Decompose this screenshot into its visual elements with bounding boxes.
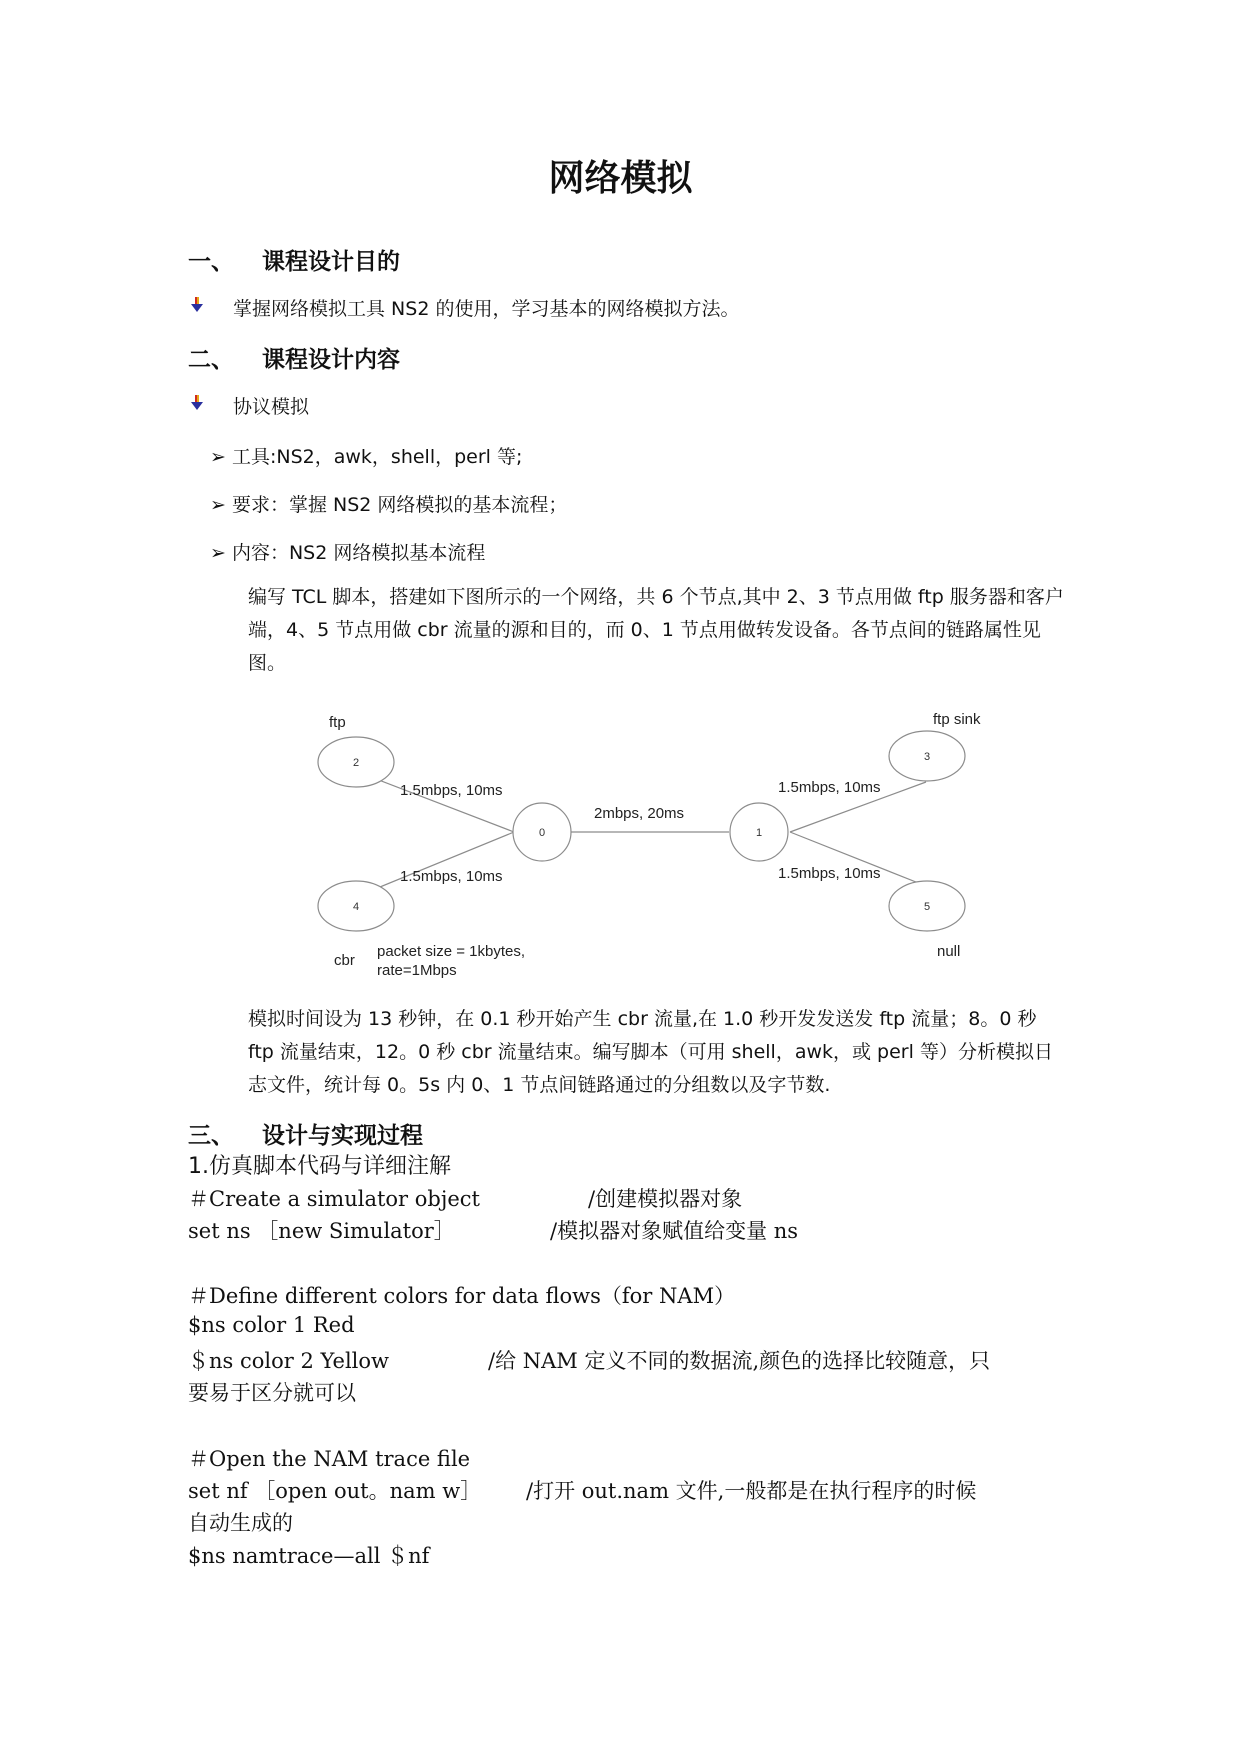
code-comment: /打开 out.nam 文件,一般都是在执行程序的时候	[526, 1479, 977, 1503]
node-label: 1	[755, 827, 763, 839]
code-comment: /模拟器对象赋值给变量 ns	[550, 1219, 799, 1243]
arrow-bullet-icon: ➢	[210, 542, 226, 564]
section-number: 一、	[188, 249, 234, 275]
arrow-item-text: 工具:NS2，awk，shell，perl 等;	[231, 446, 523, 468]
code-line: $ns namtrace—all ＄nf	[188, 1544, 430, 1568]
section-number: 二、	[188, 347, 234, 373]
link-label-1-3: 1.5mbps, 10ms	[778, 779, 881, 796]
section-number: 三、	[188, 1123, 234, 1149]
subsection-title: 1.仿真脚本代码与详细注解	[188, 1154, 451, 1179]
node-label: 4	[352, 901, 360, 913]
code-line: ＃Open the NAM trace file	[188, 1447, 471, 1471]
code-comment: /给 NAM 定义不同的数据流,颜色的选择比较随意，只	[488, 1349, 991, 1373]
paragraph-2: 模拟时间设为 13 秒钟，在 0.1 秒开始产生 cbr 流量,在 1.0 秒开发发送发 ftp 流量；8。0 秒 ftp 流量结束，12。0 秒 cbr 流量结束。编写脚本（可用 shell，awk，或 perl 等）分析模拟日志文件，统计每 0。5s 内 0、1 节点间链路通过的分组数以及字节数.	[248, 1008, 1053, 1096]
ftp-label: ftp	[329, 714, 346, 731]
cbr-label: cbr	[334, 952, 355, 969]
code-line: $ns color 1 Red	[188, 1313, 355, 1337]
content-bullet-text: 协议模拟	[233, 396, 310, 418]
node-label: 2	[352, 757, 360, 769]
section-title: 课程设计内容	[262, 347, 400, 373]
node-label: 0	[538, 827, 546, 839]
code-line: ＃Create a simulator object	[188, 1187, 480, 1211]
code-line: set nf ［open out。nam w］	[188, 1479, 482, 1503]
code-line: ＃Define different colors for data flows（for NAM）	[188, 1284, 736, 1308]
section-heading-3	[188, 1117, 423, 1150]
arrow-item-text: 内容：NS2 网络模拟基本流程	[231, 542, 486, 564]
code-line: ＄ns color 2 Yellow	[188, 1349, 390, 1373]
link-label-2-0: 1.5mbps, 10ms	[400, 782, 503, 799]
link-label-1-5: 1.5mbps, 10ms	[778, 865, 881, 882]
page-title: 网络模拟	[548, 158, 693, 199]
code-comment: 自动生成的	[188, 1511, 293, 1535]
section-title: 设计与实现过程	[262, 1123, 423, 1149]
link-label-0-1: 2mbps, 20ms	[594, 805, 685, 822]
node-label: 3	[923, 751, 931, 763]
link-4-0	[358, 832, 514, 896]
arrow-bullet-icon: ➢	[210, 494, 226, 516]
ftp-sink-label: ftp sink	[933, 711, 981, 728]
paragraph-1: 编写 TCL 脚本，搭建如下图所示的一个网络，共 6 个节点,其中 2、3 节点用做 ftp 服务器和客户端，4、5 节点用做 cbr 流量的源和目的，而 0、1 节点用做转发设备。各节点间的链路属性见图。	[248, 586, 1064, 674]
null-label: null	[937, 943, 961, 960]
packet-size-label: packet size = 1kbytes,	[377, 943, 525, 960]
purpose-text: 掌握网络模拟工具 NS2 的使用，学习基本的网络模拟方法。	[233, 298, 740, 320]
section-title: 课程设计目的	[262, 249, 400, 275]
code-comment: /创建模拟器对象	[588, 1187, 743, 1211]
arrow-item-text: 要求：掌握 NS2 网络模拟的基本流程；	[231, 494, 568, 516]
code-comment: 要易于区分就可以	[188, 1381, 356, 1405]
link-label-4-0: 1.5mbps, 10ms	[400, 868, 503, 885]
arrow-bullet-icon: ➢	[210, 446, 226, 468]
rate-label: rate=1Mbps	[377, 962, 457, 979]
code-line: set ns ［new Simulator］	[188, 1219, 455, 1243]
node-label: 5	[923, 901, 931, 913]
